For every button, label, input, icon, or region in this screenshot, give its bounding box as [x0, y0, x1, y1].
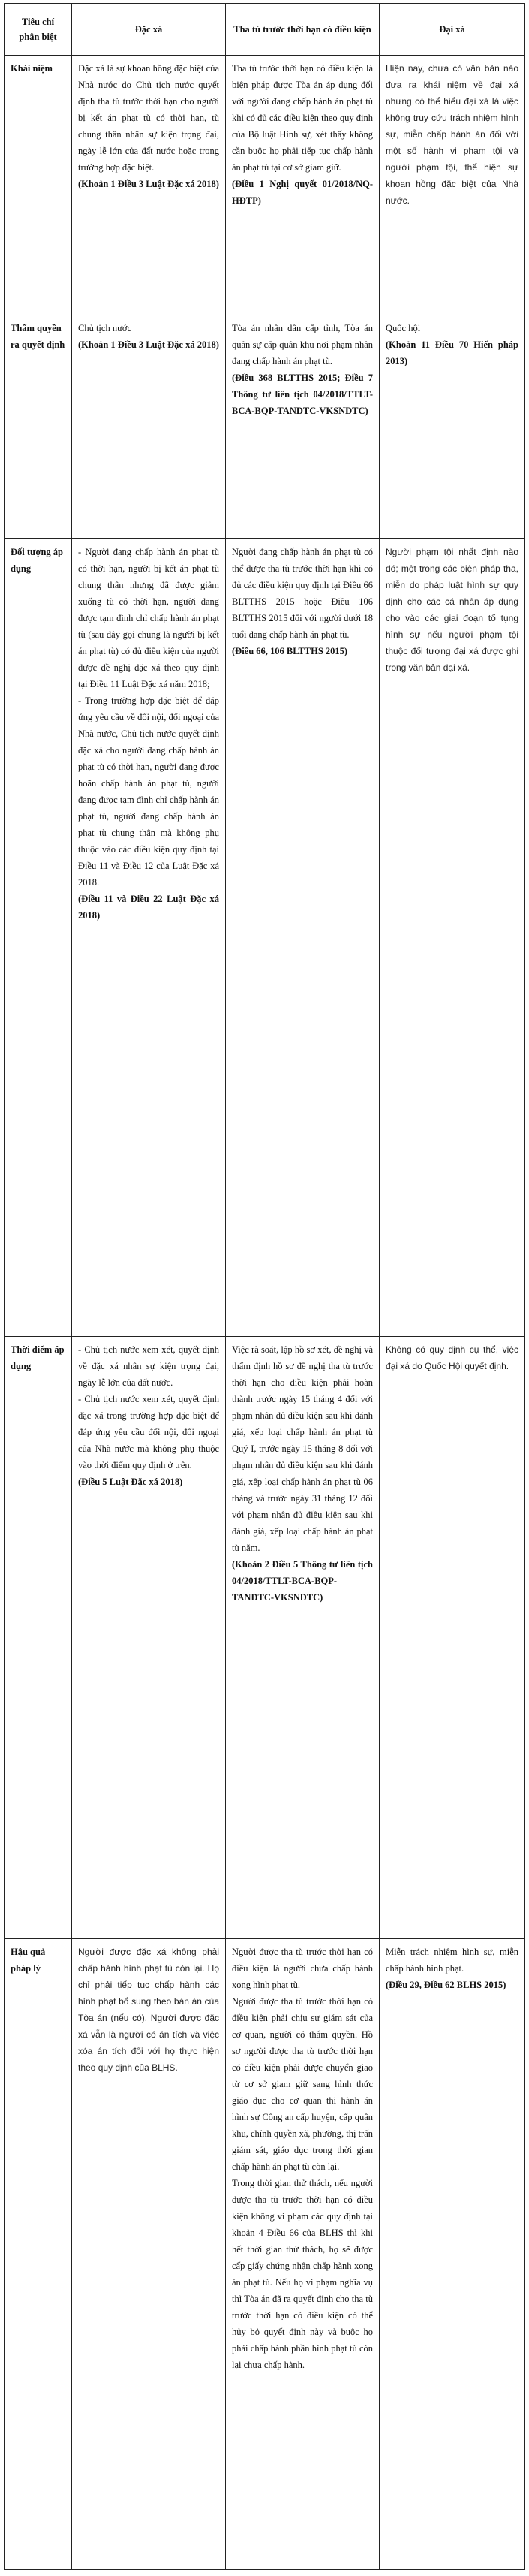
- subjects-parole-text: Người đang chấp hành án phạt tù có thể được tha tù trước thời hạn khi có đủ các điều kiện quy định tại Điều 66 BLTTHS 2015 hoặc Điều 106 BLTTHS 2015 đối với người dưới 18 tuổi đang chấp hành án phạt tù.: [232, 547, 373, 640]
- consequences-general-amnesty-cell: [380, 1939, 525, 2570]
- concept-general-amnesty-text: Hiện nay, chưa có văn bản nào đưa ra khái niệm về đại xá nhưng có thể hiểu đại xá là việc không truy cứu trách nhiệm hình sự, miễn chấp hành án đối với một số hành vi phạm tội và người phạm tội, thể hiện sự khoan hồng đặc biệt của Nhà nước.: [386, 63, 518, 206]
- criteria-consequences: Hậu quả pháp lý: [5, 1939, 72, 2570]
- consequences-parole-text-3: Trong thời gian thử thách, nếu người được tha tù trước thời hạn có điều kiện không vi phạm các quy định tại khoản 4 Điều 66 của BLHS thì khi hết thời gian thử thách, họ sẽ được cấp giấy chứng nhận chấp hành xong án phạt tù. Nếu họ vi phạm nghĩa vụ thì Tòa án đã ra quyết định cho tha tù trước thời hạn có điều kiện có thể hủy bỏ quyết định này và buộc họ phải chấp hành phần hình phạt tù còn lại chưa chấp hành.: [232, 2178, 373, 2370]
- authority-amnesty-text: Chủ tịch nước: [78, 323, 132, 333]
- row-timing: [5, 1337, 525, 1939]
- timing-amnesty-cell: [72, 1337, 226, 1939]
- criteria-timing: Thời điểm áp dụng: [5, 1337, 72, 1939]
- authority-general-amnesty-text: Quốc hội: [386, 323, 421, 333]
- consequences-parole-cell: [226, 1939, 380, 2570]
- authority-amnesty-ref: (Khoản 1 Điều 3 Luật Đặc xá 2018): [78, 339, 219, 350]
- subjects-amnesty-ref: (Điều 11 và Điều 22 Luật Đặc xá 2018): [78, 894, 219, 921]
- criteria-subjects: Đối tượng áp dụng: [5, 539, 72, 1337]
- criteria-concept: Khái niệm: [5, 56, 72, 315]
- timing-amnesty-text-1: - Chủ tịch nước xem xét, quyết định về đặc xá nhân sự kiện trọng đại, ngày lễ lớn của đất nước.: [78, 1344, 219, 1388]
- authority-parole-ref: (Điều 368 BLTTHS 2015; Điều 7 Thông tư liên tịch 04/2018/TTLT-BCA-BQP-TANDTC-VKSNDTC): [232, 373, 373, 416]
- row-authority: [5, 315, 525, 539]
- consequences-parole-text-2: Người được tha tù trước thời hạn có điều kiện phải chịu sự giám sát của cơ quan, người có thẩm quyền. Hồ sơ người được tha tù trước thời hạn có điều kiện phải được chuyển giao từ cơ sở giam giữ sang hình thức giáo dục cho cơ quan thi hành án hình sự Công an cấp huyện, cấp quân khu, chính quyền xã, phường, thị trấn giám sát, giáo dục trong thời gian chấp hành án phạt tù còn lại.: [232, 1996, 374, 2172]
- authority-parole-text: Tòa án nhân dân cấp tỉnh, Tòa án quân sự cấp quân khu nơi phạm nhân đang chấp hành án phạt tù.: [232, 323, 373, 366]
- timing-amnesty-ref: (Điều 5 Luật Đặc xá 2018): [78, 1477, 183, 1487]
- header-general-amnesty: Đại xá: [380, 4, 525, 56]
- timing-general-amnesty-cell: [380, 1337, 525, 1939]
- consequences-parole-text-1: Người được tha tù trước thời hạn có điều kiện là người chưa chấp hành xong hình phạt tù.: [232, 1947, 373, 1990]
- concept-parole-ref: (Điều 1 Nghị quyết 01/2018/NQ-HĐTP): [232, 179, 373, 206]
- authority-general-amnesty-cell: [380, 315, 525, 539]
- timing-amnesty-text-2: - Chủ tịch nước xem xét, quyết định đặc xá trong trường hợp đặc biệt để đáp ứng yêu cầu đối nội, đối ngoại của Nhà nước mà không phụ thuộc vào thời điểm quy định ở trên.: [78, 1394, 219, 1470]
- authority-general-amnesty-ref: (Khoản 11 Điều 70 Hiến pháp 2013): [386, 339, 518, 366]
- authority-parole-cell: [226, 315, 380, 539]
- comparison-table: [4, 3, 525, 2570]
- concept-amnesty-ref: (Khoản 1 Điều 3 Luật Đặc xá 2018): [78, 179, 219, 189]
- row-concept: [5, 56, 525, 315]
- timing-general-amnesty-text: Không có quy định cụ thể, việc đại xá do Quốc Hội quyết định.: [386, 1344, 518, 1371]
- row-consequences: [5, 1939, 525, 2570]
- header-criteria: Tiêu chí phân biệt: [5, 4, 72, 56]
- authority-amnesty-cell: [72, 315, 226, 539]
- header-row: [5, 4, 525, 56]
- concept-general-amnesty-cell: [380, 56, 525, 315]
- subjects-amnesty-cell: [72, 539, 226, 1337]
- consequences-general-amnesty-text: Miễn trách nhiệm hình sự, miễn chấp hành hình phạt.: [386, 1947, 518, 1974]
- subjects-amnesty-text-2: - Trong trường hợp đặc biệt để đáp ứng yêu cầu về đối nội, đối ngoại của Nhà nước, Chủ tịch nước quyết định đặc xá cho người đang chấp hành án phạt tù có thời hạn, người đang được hoãn chấp hành án phạt tù, người đang được tạm đình chỉ chấp hành án phạt tù, người đang chấp hành án phạt tù chung thân mà không phụ thuộc vào các điều kiện quy định tại Điều 11 và Điều 12 của Luật Đặc xá 2018.: [78, 695, 219, 888]
- subjects-parole-cell: [226, 539, 380, 1337]
- subjects-amnesty-text-1: - Người đang chấp hành án phạt tù có thời hạn, người bị kết án phạt tù chung thân nhưng đã được giảm xuống tù có thời hạn, người đang được tạm đình chỉ chấp hành án phạt tù (sau đây gọi chung là người bị kết án phạt tù) có đủ điều kiện của người được đề nghị đặc xá theo quy định tại Điều 11 Luật Đặc xá năm 2018;: [78, 547, 219, 689]
- concept-parole-text: Tha tù trước thời hạn có điều kiện là biện pháp được Tòa án áp dụng đối với người đang chấp hành án phạt tù khi có đủ các điều kiện theo quy định của Bộ luật Hình sự, xét thấy không cần buộc họ phải tiếp tục chấp hành án phạt tù tại cơ sở giam giữ.: [232, 63, 373, 173]
- concept-amnesty-text: Đặc xá là sự khoan hồng đặc biệt của Nhà nước do Chủ tịch nước quyết định tha tù trước thời hạn cho người bị kết án phạt tù có thời hạn, tù chung thân nhân sự kiện trọng đại, ngày lễ lớn của đất nước hoặc trong trường hợp đặc biệt.: [78, 63, 219, 173]
- consequences-amnesty-cell: [72, 1939, 226, 2570]
- consequences-general-amnesty-ref: (Điều 29, Điều 62 BLHS 2015): [386, 1980, 506, 1990]
- row-subjects: [5, 539, 525, 1337]
- subjects-general-amnesty-cell: [380, 539, 525, 1337]
- concept-parole-cell: [226, 56, 380, 315]
- concept-amnesty-cell: [72, 56, 226, 315]
- timing-parole-ref: (Khoản 2 Điều 5 Thông tư liên tịch 04/2018/TTLT-BCA-BQP-TANDTC-VKSNDTC): [232, 1559, 373, 1603]
- consequences-amnesty-text: Người được đặc xá không phải chấp hành hình phạt tù còn lại. Họ chỉ phải tiếp tục chấp hành các hình phạt bổ sung theo bản án của Tòa án (nếu có). Người được đặc xá vẫn là người có án tích và việc xóa án tích đối với họ thực hiện theo quy định của BLHS.: [78, 1947, 219, 2073]
- subjects-general-amnesty-text: Người phạm tội nhất định nào đó; một trong các biện pháp tha, miễn do pháp luật hình sự quy định cho các cá nhân áp dụng cho vào các giai đoạn tố tụng hình sự nếu người phạm tội thuộc đối tượng đại xá được ghi trong văn bản đại xá.: [386, 547, 518, 673]
- subjects-parole-ref: (Điều 66, 106 BLTTHS 2015): [232, 646, 348, 656]
- comparison-page: [4, 3, 524, 2571]
- criteria-authority: Thẩm quyền ra quyết định: [5, 315, 72, 539]
- header-parole: Tha tù trước thời hạn có điều kiện: [226, 4, 380, 56]
- header-amnesty: Đặc xá: [72, 4, 226, 56]
- timing-parole-cell: [226, 1337, 380, 1939]
- timing-parole-text: Việc rà soát, lập hồ sơ xét, đề nghị và thẩm định hồ sơ đề nghị tha tù trước thời hạn cho điều kiện phải hoàn thành trước ngày 15 tháng 4 đối với phạm nhân đủ điều kiện sau khi đánh giá, xếp loại chấp hành án phạt tù Quý I, trước ngày 15 tháng 8 đối với phạm nhân đủ điều kiện sau khi đánh giá, xếp loại chấp hành án phạt tù 06 tháng và trước ngày 31 tháng 12 đối với phạm nhân đủ điều kiện sau khi đánh giá, xếp loại chấp hành án phạt tù năm.: [232, 1344, 373, 1553]
